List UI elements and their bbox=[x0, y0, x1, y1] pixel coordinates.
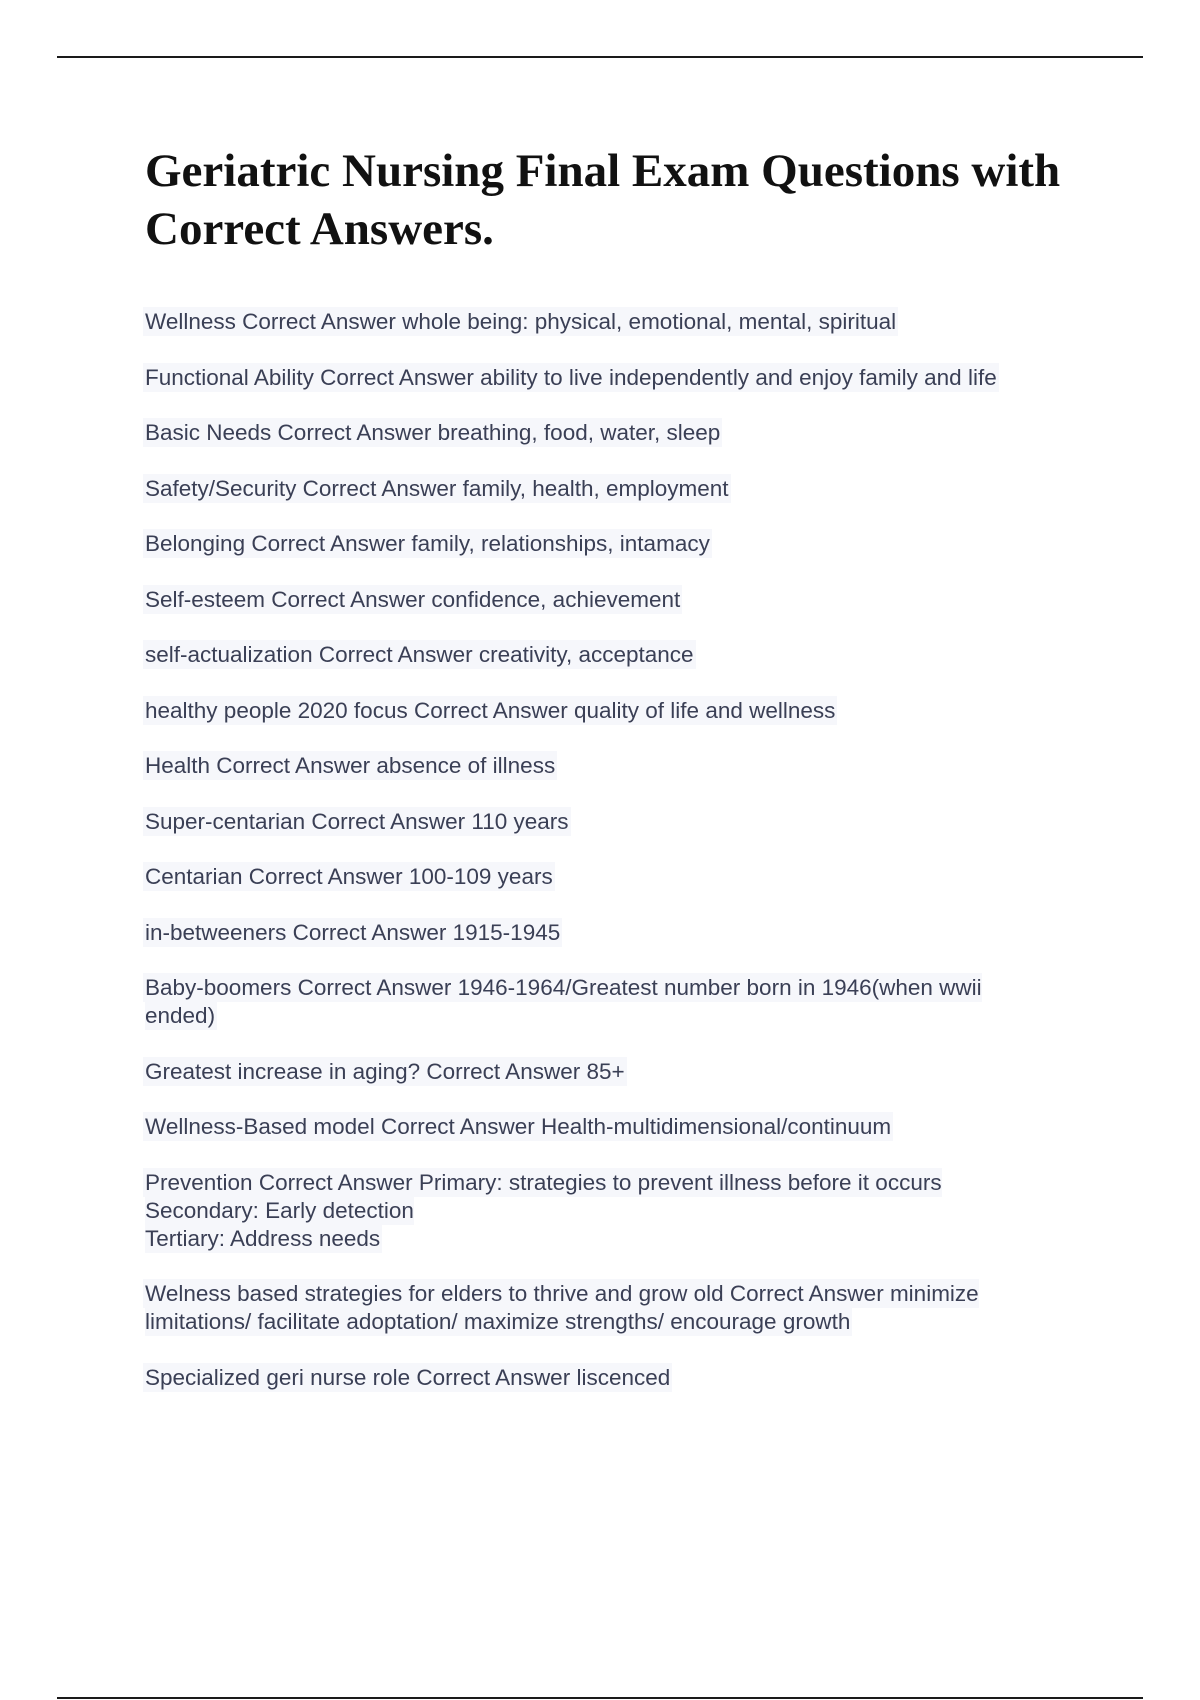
list-item bbox=[145, 1364, 1105, 1392]
qa-text: Wellness Correct Answer whole being: physical, emotional, mental, spiritual bbox=[145, 309, 897, 334]
document-title: Geriatric Nursing Final Exam Questions with Correct Answers. bbox=[145, 145, 1061, 255]
list-item bbox=[145, 1169, 1105, 1253]
qa-text: Safety/Security Correct Answer family, health, employment bbox=[145, 475, 729, 501]
list-item bbox=[145, 919, 1105, 947]
qa-text: healthy people 2020 focus Correct Answer quality of life and wellness bbox=[145, 697, 836, 723]
list-item bbox=[145, 1280, 1105, 1336]
qa-text: Health Correct Answer absence of illness bbox=[145, 753, 556, 778]
list-item bbox=[145, 974, 1105, 1030]
qa-text: Basic Needs Correct Answer breathing, food, water, sleep bbox=[145, 420, 721, 445]
qa-text: self-actualization Correct Answer creativity, acceptance bbox=[145, 642, 694, 667]
list-item bbox=[145, 1058, 1105, 1086]
top-divider bbox=[57, 56, 1143, 58]
list-item bbox=[145, 308, 1105, 336]
list-item bbox=[145, 697, 1105, 725]
qa-text: Specialized geri nurse role Correct Answer liscenced bbox=[145, 1364, 671, 1390]
list-item bbox=[145, 475, 1105, 503]
bottom-divider bbox=[57, 1697, 1143, 1699]
list-item bbox=[145, 419, 1105, 447]
qa-text: Centarian Correct Answer 100-109 years bbox=[145, 864, 553, 889]
list-item bbox=[145, 364, 1105, 392]
list-item bbox=[145, 863, 1105, 891]
qa-text: Greatest increase in aging? Correct Answer 85+ bbox=[145, 1058, 625, 1084]
qa-text: Wellness-Based model Correct Answer Health-multidimensional/continuum bbox=[145, 1114, 892, 1139]
qa-text: Self-esteem Correct Answer confidence, achievement bbox=[145, 586, 681, 612]
list-item bbox=[145, 1113, 1105, 1141]
list-item bbox=[145, 586, 1105, 614]
qa-text: Baby-boomers Correct Answer 1946-1964/Greatest number born in 1946(when wwii ended) bbox=[145, 975, 982, 1028]
qa-text: Super-centarian Correct Answer 110 years bbox=[145, 808, 569, 834]
qa-text: Functional Ability Correct Answer ability to live independently and enjoy family and life bbox=[145, 364, 997, 390]
document-page bbox=[145, 142, 1105, 1419]
qa-text: Belonging Correct Answer family, relationships, intamacy bbox=[145, 531, 710, 556]
qa-text: Prevention Correct Answer Primary: strategies to prevent illness before it occurs Secondary: Early detection Tertiary: Address needs bbox=[145, 1169, 942, 1251]
list-item bbox=[145, 530, 1105, 558]
qa-text: Welness based strategies for elders to thrive and grow old Correct Answer minimize limitations/ facilitate adoptation/ maximize strengths/ encourage growth bbox=[145, 1281, 979, 1334]
list-item bbox=[145, 752, 1105, 780]
qa-text: in-betweeners Correct Answer 1915-1945 bbox=[145, 919, 561, 945]
list-item bbox=[145, 641, 1105, 669]
qa-list bbox=[145, 308, 1105, 1392]
list-item bbox=[145, 808, 1105, 836]
